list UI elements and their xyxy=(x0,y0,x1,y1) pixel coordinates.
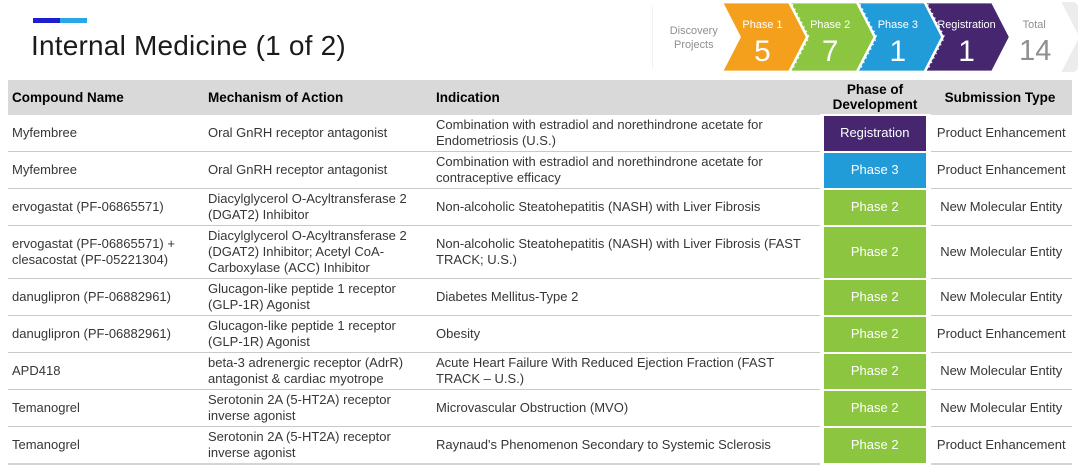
table-row xyxy=(8,427,1072,465)
indication-cell: Diabetes Mellitus-Type 2 xyxy=(432,279,822,316)
indication-cell: Non-alcoholic Steatohepatitis (NASH) with Liver Fibrosis xyxy=(432,189,822,226)
accent-bar-graphic xyxy=(33,18,87,23)
indication-cell: Obesity xyxy=(432,316,822,353)
compound-cell: ervogastat (PF-06865571) xyxy=(8,189,204,226)
funnel-label-discovery-2: Projects xyxy=(674,38,714,51)
funnel-label-discovery-1: Discovery xyxy=(669,25,718,38)
submission-cell: Product Enhancement xyxy=(928,152,1072,189)
funnel-label-phase1: Phase 1 xyxy=(742,19,783,32)
col-header-mechanism: Mechanism of Action xyxy=(204,80,432,115)
mechanism-cell: Diacylglycerol O-Acyltransferase 2 (DGAT2) Inhibitor xyxy=(204,189,432,226)
table-row xyxy=(8,279,1072,316)
funnel-label-registration: Registration xyxy=(937,19,996,32)
compound-cell: danuglipron (PF-06882961) xyxy=(8,279,204,316)
compound-cell: APD418 xyxy=(8,353,204,390)
funnel-count-phase3: 1 xyxy=(889,34,907,68)
indication-cell: Acute Heart Failure With Reduced Ejection Fraction (FAST TRACK – U.S.) xyxy=(432,353,822,390)
submission-cell: Product Enhancement xyxy=(928,316,1072,353)
title-accent-bar xyxy=(33,18,87,23)
funnel-count-total: 14 xyxy=(1019,34,1052,67)
phase-badge: Phase 2 xyxy=(822,316,928,353)
funnel-label-phase3: Phase 3 xyxy=(877,19,918,32)
mechanism-cell: Glucagon-like peptide 1 receptor (GLP-1R) Agonist xyxy=(204,316,432,353)
phase-badge: Phase 2 xyxy=(822,427,928,465)
phase-badge: Phase 2 xyxy=(822,353,928,390)
mechanism-cell: beta-3 adrenergic receptor (AdrR) antagonist & cardiac myotrope xyxy=(204,353,432,390)
compound-cell: Myfembree xyxy=(8,152,204,189)
mechanism-cell: Diacylglycerol O-Acyltransferase 2 (DGAT2) Inhibitor; Acetyl CoA-Carboxylase (ACC) Inhibitor xyxy=(204,226,432,279)
submission-cell: New Molecular Entity xyxy=(928,279,1072,316)
mechanism-cell: Glucagon-like peptide 1 receptor (GLP-1R) Agonist xyxy=(204,279,432,316)
col-header-submission: Submission Type xyxy=(928,80,1072,115)
funnel-count-phase1: 5 xyxy=(754,34,771,68)
phase-badge: Phase 3 xyxy=(822,152,928,189)
pipeline-table xyxy=(8,80,1072,465)
funnel-label-phase2: Phase 2 xyxy=(810,19,851,32)
col-header-indication: Indication xyxy=(432,80,822,115)
submission-cell: Product Enhancement xyxy=(928,427,1072,465)
submission-cell: New Molecular Entity xyxy=(928,189,1072,226)
phase-funnel xyxy=(652,2,1078,72)
table-row xyxy=(8,353,1072,390)
table-row xyxy=(8,226,1072,279)
col-header-compound: Compound Name xyxy=(8,80,204,115)
mechanism-cell: Oral GnRH receptor antagonist xyxy=(204,152,432,189)
table-row xyxy=(8,390,1072,427)
phase-badge: Phase 2 xyxy=(822,189,928,226)
submission-cell: Product Enhancement xyxy=(928,115,1072,152)
indication-cell: Raynaud's Phenomenon Secondary to Systemic Sclerosis xyxy=(432,427,822,465)
table-header xyxy=(8,80,1072,115)
compound-cell: danuglipron (PF-06882961) xyxy=(8,316,204,353)
phase-badge: Phase 2 xyxy=(822,226,928,279)
indication-cell: Microvascular Obstruction (MVO) xyxy=(432,390,822,427)
phase-badge: Phase 2 xyxy=(822,279,928,316)
col-header-phase: Phase of Development xyxy=(822,80,928,115)
mechanism-cell: Serotonin 2A (5-HT2A) receptor inverse agonist xyxy=(204,427,432,465)
table-row xyxy=(8,316,1072,353)
table-row xyxy=(8,115,1072,152)
phase-badge: Registration xyxy=(822,115,928,152)
submission-cell: New Molecular Entity xyxy=(928,390,1072,427)
mechanism-cell: Oral GnRH receptor antagonist xyxy=(204,115,432,152)
compound-cell: ervogastat (PF-06865571) + clesacostat (PF-05221304) xyxy=(8,226,204,279)
indication-cell: Combination with estradiol and norethindrone acetate for contraceptive efficacy xyxy=(432,152,822,189)
indication-cell: Non-alcoholic Steatohepatitis (NASH) with Liver Fibrosis (FAST TRACK; U.S.) xyxy=(432,226,822,279)
table-row xyxy=(8,152,1072,189)
submission-cell: New Molecular Entity xyxy=(928,226,1072,279)
compound-cell: Temanogrel xyxy=(8,427,204,465)
funnel-label-total: Total xyxy=(1022,19,1046,32)
page-title: Internal Medicine (1 of 2) xyxy=(31,30,346,61)
submission-cell: New Molecular Entity xyxy=(928,353,1072,390)
compound-cell: Temanogrel xyxy=(8,390,204,427)
funnel-count-registration: 1 xyxy=(958,34,975,68)
mechanism-cell: Serotonin 2A (5-HT2A) receptor inverse agonist xyxy=(204,390,432,427)
table-row xyxy=(8,189,1072,226)
phase-badge: Phase 2 xyxy=(822,390,928,427)
indication-cell: Combination with estradiol and norethindrone acetate for Endometriosis (U.S.) xyxy=(432,115,822,152)
funnel-count-phase2: 7 xyxy=(821,34,839,68)
compound-cell: Myfembree xyxy=(8,115,204,152)
